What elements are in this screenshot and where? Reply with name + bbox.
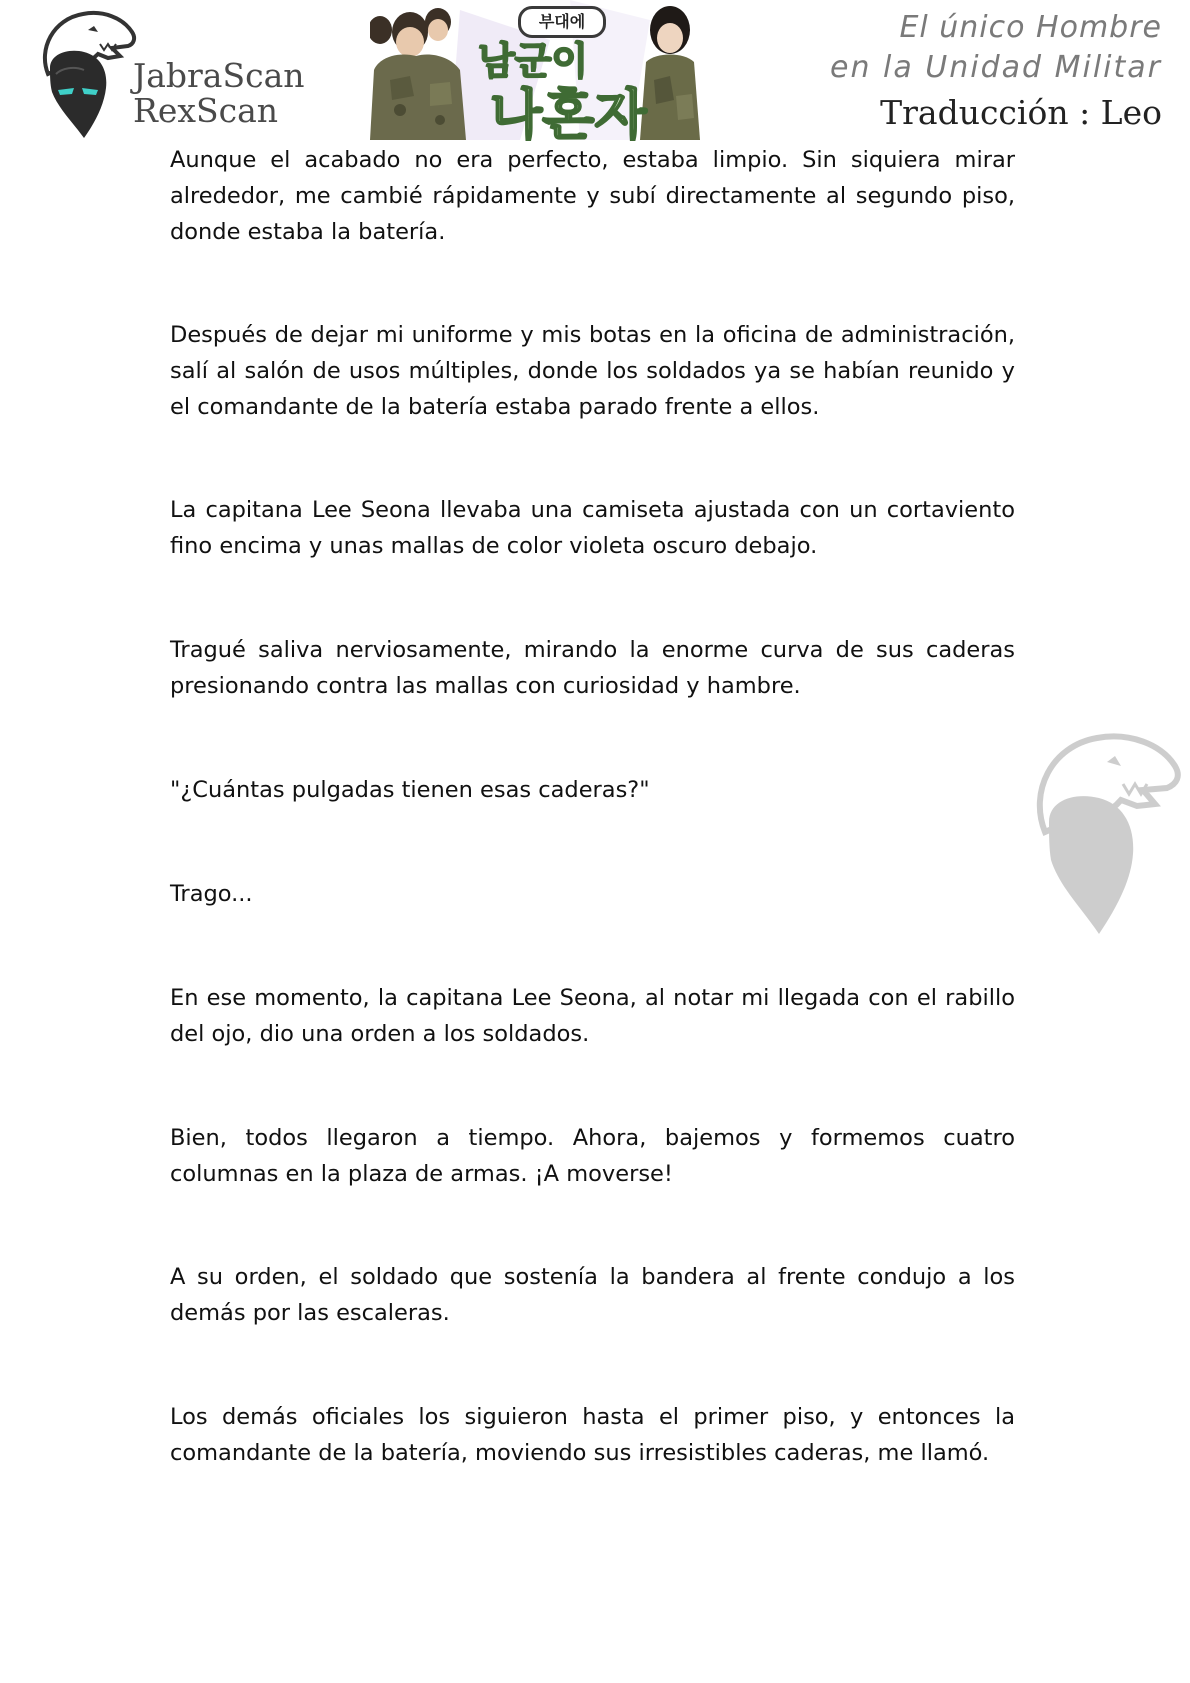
novel-title-block xyxy=(830,8,1162,138)
novel-title-line2: en la Unidad Militar xyxy=(830,50,1162,85)
page-header xyxy=(0,0,1190,145)
paragraph-2: Después de dejar mi uniforme y mis botas en la oficina de administración, salí al salón de usos múltiples, donde los soldados ya se habían reunido y el comandante de la batería estaba parado frente a ellos. xyxy=(170,322,1015,420)
scan-name-rexscan: RexScan xyxy=(133,91,279,130)
paragraph-9: A su orden, el soldado que sostenía la bandera al frente condujo a los demás por las escaleras. xyxy=(170,1264,1015,1326)
cover-title-line1: 남군이 xyxy=(478,39,589,83)
cover-title-line2: 나혼자 xyxy=(490,83,647,146)
cover-subtitle-badge: 부대에 xyxy=(518,6,606,38)
dinosaur-watermark-icon xyxy=(1015,722,1185,940)
paragraph-10: Los demás oficiales los siguieron hasta el primer piso, y entonces la comandante de la batería, moviendo sus irresistibles caderas, me llamó. xyxy=(170,1404,1015,1466)
novel-title-line1: El único Hombre xyxy=(899,10,1162,45)
paragraph-5: "¿Cuántas pulgadas tienen esas caderas?" xyxy=(170,777,650,803)
scan-name-jabrascan: JabraScan xyxy=(133,56,305,95)
paragraph-1: Aunque el acabado no era perfecto, estaba limpio. Sin siquiera mirar alrededor, me cambié rápidamente y subí directamente al segundo piso, donde estaba la batería. xyxy=(170,147,1015,245)
paragraph-8: Bien, todos llegaron a tiempo. Ahora, bajemos y formemos cuatro columnas en la plaza de armas. ¡A moverse! xyxy=(170,1125,1015,1187)
paragraph-6: Trago... xyxy=(170,881,253,907)
paragraph-7: En ese momento, la capitana Lee Seona, al notar mi llegada con el rabillo del ojo, dio una orden a los soldados. xyxy=(170,985,1015,1047)
scan-group-names xyxy=(133,58,305,128)
paragraph-4: Tragué saliva nerviosamente, mirando la enorme curva de sus caderas presionando contra las mallas con curiosidad y hambre. xyxy=(170,637,1015,699)
paragraph-3: La capitana Lee Seona llevaba una camiseta ajustada con un cortaviento fino encima y unas mallas de color violeta oscuro debajo. xyxy=(170,497,1015,559)
translator-credit: Traducción : Leo xyxy=(880,93,1162,132)
dinosaur-logo-icon xyxy=(28,4,140,142)
